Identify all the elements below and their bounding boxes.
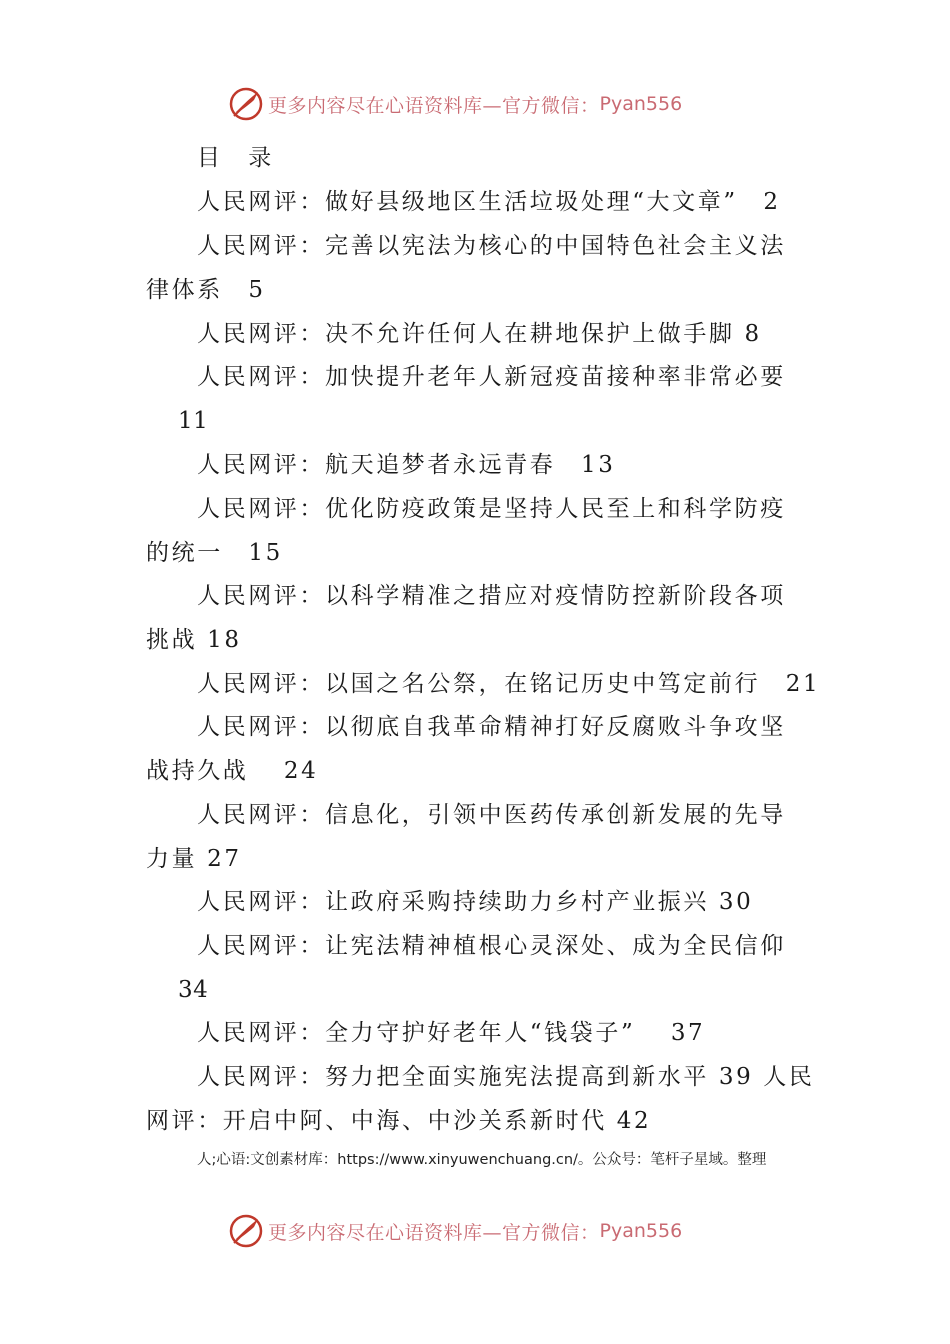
toc-line: 人民网评：航天追梦者永远青春 13 (197, 452, 616, 478)
banner-wechat-id: Pyan556 (599, 1220, 683, 1242)
toc-line: 人民网评：全力守护好老年人“钱袋子” 37 (197, 1020, 706, 1046)
banner-text: 更多内容尽在心语资料库—官方微信： (268, 1221, 600, 1244)
toc-line: 律体系 5 (146, 277, 266, 303)
toc-line: 人民网评：努力把全面实施宪法提高到新水平 39 人民 (197, 1064, 815, 1090)
toc-line: 人民网评：优化防疫政策是坚持人民至上和科学防疫 (197, 496, 786, 522)
toc-line: 力量 27 (146, 846, 242, 872)
toc-line: 人民网评：做好县级地区生活垃圾处理“大文章” 2 (197, 189, 781, 215)
toc-heading: 目 录 (197, 145, 274, 171)
toc-line: 挑战 18 (146, 627, 242, 653)
toc-line: 人民网评：让宪法精神植根心灵深处、成为全民信仰 (197, 933, 786, 959)
toc-line: 人民网评：让政府采购持续助力乡村产业振兴 30 (197, 889, 754, 915)
toc-line: 11 (178, 408, 209, 434)
toc-line: 人民网评：以国之名公祭，在铭记历史中笃定前行 21 (197, 671, 821, 697)
toc-line: 人民网评：信息化，引领中医药传承创新发展的先导 (197, 802, 786, 828)
toc-line: 人民网评：决不允许任何人在耕地保护上做手脚 8 (197, 321, 762, 347)
toc-line: 的统一 15 (146, 540, 283, 566)
toc-line: 人民网评：以彻底自我革命精神打好反腐败斗争攻坚 (197, 714, 786, 740)
banner-text: 更多内容尽在心语资料库—官方微信： (268, 94, 600, 117)
banner-wechat-id: Pyan556 (599, 93, 683, 115)
toc-line: 网评：开启中阿、中海、中沙关系新时代 42 (146, 1108, 652, 1134)
toc-line: 人民网评：完善以宪法为核心的中国特色社会主义法 (197, 233, 786, 259)
toc-line: 战持久战 24 (146, 758, 319, 784)
toc-line: 34 (178, 977, 209, 1003)
toc-line: 人民网评：以科学精准之措应对疫情防控新阶段各项 (197, 583, 786, 609)
toc-line: 人民网评：加快提升老年人新冠疫苗接种率非常必要 (197, 364, 786, 390)
pen-logo-icon (228, 1213, 264, 1249)
pen-logo-icon (228, 86, 264, 122)
footer-source-note: 人;心语:文创素材库：https://www.xinyuwenchuang.cn/。公众号：笔杆子星域。整理 (197, 1152, 767, 1168)
footer-banner (228, 1211, 682, 1251)
header-banner (228, 84, 682, 124)
